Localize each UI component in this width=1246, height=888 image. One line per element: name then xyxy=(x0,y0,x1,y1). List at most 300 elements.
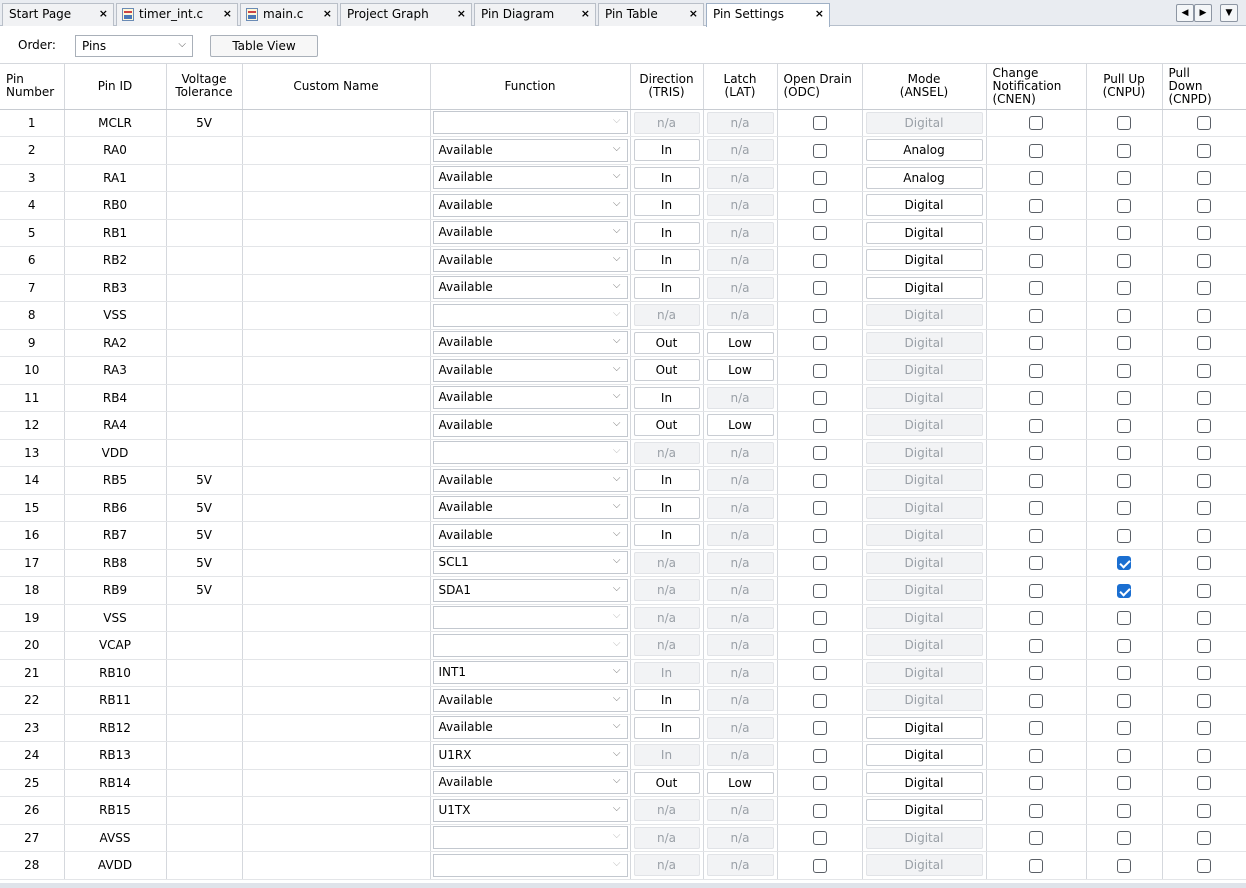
tab-menu-icon[interactable]: ▼ xyxy=(1220,4,1238,22)
col-header-pin-number[interactable] xyxy=(0,64,64,109)
pull-up-checkbox[interactable] xyxy=(1117,446,1131,460)
pull-up-checkbox[interactable] xyxy=(1117,199,1131,213)
latch-cell xyxy=(703,439,777,467)
open-drain-checkbox[interactable] xyxy=(813,804,827,818)
table-row[interactable] xyxy=(0,577,1246,605)
table-row[interactable] xyxy=(0,659,1246,687)
open-drain-checkbox[interactable] xyxy=(813,584,827,598)
direction-button[interactable]: Out xyxy=(634,414,700,436)
function-dropdown[interactable] xyxy=(433,331,628,354)
table-row[interactable] xyxy=(0,439,1246,467)
open-drain-checkbox[interactable] xyxy=(813,721,827,735)
pull-down-checkbox[interactable] xyxy=(1197,309,1211,323)
table-row[interactable] xyxy=(0,274,1246,302)
function-dropdown[interactable] xyxy=(433,194,628,217)
table-row[interactable] xyxy=(0,302,1246,330)
custom-name-cell[interactable] xyxy=(242,164,430,192)
pull-up-checkbox[interactable] xyxy=(1117,171,1131,185)
latch-button[interactable]: Low xyxy=(707,332,774,354)
voltage-tolerance-cell xyxy=(166,467,242,495)
tab-start-page[interactable] xyxy=(2,3,114,26)
table-row[interactable] xyxy=(0,824,1246,852)
open-drain-checkbox[interactable] xyxy=(813,364,827,378)
change-notification-checkbox[interactable] xyxy=(1029,391,1043,405)
order-select[interactable] xyxy=(75,35,193,57)
open-drain-checkbox[interactable] xyxy=(813,116,827,130)
function-dropdown[interactable] xyxy=(433,221,628,244)
change-notification-checkbox[interactable] xyxy=(1029,281,1043,295)
pin-id: RA3 xyxy=(103,363,127,378)
change-notification-checkbox[interactable] xyxy=(1029,226,1043,240)
custom-name-cell[interactable] xyxy=(242,577,430,605)
table-row[interactable] xyxy=(0,742,1246,770)
pull-up-checkbox[interactable] xyxy=(1117,721,1131,735)
custom-name-cell[interactable] xyxy=(242,302,430,330)
custom-name-cell[interactable] xyxy=(242,412,430,440)
pin-id: RB3 xyxy=(102,280,128,295)
open-drain-checkbox[interactable] xyxy=(813,694,827,708)
table-row[interactable] xyxy=(0,852,1246,880)
latch-cell xyxy=(703,137,777,165)
change-notification-checkbox[interactable] xyxy=(1029,171,1043,185)
custom-name-cell[interactable] xyxy=(242,522,430,550)
tab-timer-int-c[interactable] xyxy=(116,3,238,26)
col-header-direction[interactable] xyxy=(630,64,703,109)
pull-down-checkbox[interactable] xyxy=(1197,611,1211,625)
custom-name-cell[interactable] xyxy=(242,852,430,880)
function-cell xyxy=(430,742,630,770)
pull-down-checkbox[interactable] xyxy=(1197,474,1211,488)
direction-button[interactable]: In xyxy=(634,469,700,491)
function-dropdown[interactable] xyxy=(433,359,628,382)
latch-button[interactable]: Low xyxy=(707,414,774,436)
change-notification-checkbox[interactable] xyxy=(1029,419,1043,433)
voltage-tolerance-cell xyxy=(166,714,242,742)
header-label: Latch (LAT) xyxy=(723,72,757,100)
function-dropdown[interactable] xyxy=(433,249,628,272)
direction-button[interactable]: In xyxy=(634,387,700,409)
open-drain-checkbox[interactable] xyxy=(813,144,827,158)
pull-up-checkbox[interactable] xyxy=(1117,556,1131,570)
mode-button[interactable]: Digital xyxy=(866,277,983,299)
latch-button: n/a xyxy=(707,277,774,299)
direction-button[interactable]: In xyxy=(634,689,700,711)
pull-up-checkbox[interactable] xyxy=(1117,859,1131,873)
direction-cell xyxy=(630,742,703,770)
open-drain-checkbox[interactable] xyxy=(813,199,827,213)
function-dropdown[interactable] xyxy=(433,111,628,134)
table-row[interactable] xyxy=(0,109,1246,137)
close-icon[interactable]: × xyxy=(688,7,698,20)
change-notification-checkbox[interactable] xyxy=(1029,556,1043,570)
open-drain-checkbox[interactable] xyxy=(813,336,827,350)
change-notification-checkbox[interactable] xyxy=(1029,336,1043,350)
pull-down-checkbox[interactable] xyxy=(1197,254,1211,268)
pull-up-checkbox[interactable] xyxy=(1117,116,1131,130)
function-dropdown[interactable] xyxy=(433,551,628,574)
voltage-tolerance-cell xyxy=(166,274,242,302)
table-row[interactable] xyxy=(0,797,1246,825)
function-dropdown[interactable] xyxy=(433,441,628,464)
custom-name-cell[interactable] xyxy=(242,192,430,220)
function-dropdown[interactable] xyxy=(433,166,628,189)
custom-name-cell[interactable] xyxy=(242,109,430,137)
pull-up-checkbox[interactable] xyxy=(1117,694,1131,708)
pin-id-cell xyxy=(64,852,166,880)
function-dropdown[interactable] xyxy=(433,386,628,409)
direction-button[interactable]: In xyxy=(634,194,700,216)
latch-button: n/a xyxy=(707,689,774,711)
pull-up-checkbox[interactable] xyxy=(1117,831,1131,845)
table-row[interactable] xyxy=(0,219,1246,247)
pull-up-checkbox[interactable] xyxy=(1117,336,1131,350)
table-row[interactable] xyxy=(0,384,1246,412)
open-drain-checkbox[interactable] xyxy=(813,749,827,763)
close-icon[interactable]: × xyxy=(580,7,590,20)
open-drain-checkbox[interactable] xyxy=(813,831,827,845)
tab-scroll-left-icon[interactable]: ◀ xyxy=(1176,4,1194,22)
pull-up-checkbox[interactable] xyxy=(1117,584,1131,598)
function-dropdown[interactable] xyxy=(433,661,628,684)
table-row[interactable] xyxy=(0,467,1246,495)
pull-up-checkbox[interactable] xyxy=(1117,749,1131,763)
col-header-pull-down[interactable] xyxy=(1162,64,1246,109)
voltage-tolerance-cell xyxy=(166,247,242,275)
pull-up-checkbox[interactable] xyxy=(1117,666,1131,680)
custom-name-cell[interactable] xyxy=(242,384,430,412)
table-row[interactable] xyxy=(0,522,1246,550)
close-icon[interactable]: × xyxy=(814,7,824,20)
pin-number: 25 xyxy=(24,775,40,790)
pull-down-checkbox[interactable] xyxy=(1197,666,1211,680)
mode-button[interactable]: Analog xyxy=(866,139,983,161)
table-row[interactable] xyxy=(0,247,1246,275)
custom-name-cell[interactable] xyxy=(242,769,430,797)
open-drain-checkbox[interactable] xyxy=(813,226,827,240)
open-drain-checkbox[interactable] xyxy=(813,666,827,680)
change-notification-checkbox[interactable] xyxy=(1029,666,1043,680)
pull-down-checkbox[interactable] xyxy=(1197,391,1211,405)
pull-down-checkbox[interactable] xyxy=(1197,336,1211,350)
direction-button[interactable]: In xyxy=(634,139,700,161)
table-row[interactable] xyxy=(0,137,1246,165)
change-notification-checkbox[interactable] xyxy=(1029,116,1043,130)
mode-button[interactable]: Digital xyxy=(866,799,983,821)
table-row[interactable] xyxy=(0,192,1246,220)
mode-button[interactable]: Analog xyxy=(866,167,983,189)
pull-down-checkbox[interactable] xyxy=(1197,749,1211,763)
table-row[interactable] xyxy=(0,632,1246,660)
chevron-down-icon: ⌵ xyxy=(612,555,621,567)
tab-label: Pin Table xyxy=(605,7,658,21)
col-header-change-notification[interactable] xyxy=(986,64,1086,109)
pull-down-checkbox[interactable] xyxy=(1197,419,1211,433)
custom-name-cell[interactable] xyxy=(242,714,430,742)
tab-main-c[interactable] xyxy=(240,3,338,26)
chevron-down-icon: ⌵ xyxy=(612,252,621,264)
mode-button[interactable]: Digital xyxy=(866,744,983,766)
change-notification-checkbox[interactable] xyxy=(1029,776,1043,790)
custom-name-cell[interactable] xyxy=(242,274,430,302)
tab-pin-diagram[interactable] xyxy=(474,3,596,26)
direction-button[interactable]: In xyxy=(634,524,700,546)
function-dropdown[interactable] xyxy=(433,771,628,794)
pull-up-checkbox[interactable] xyxy=(1117,254,1131,268)
latch-button[interactable]: Low xyxy=(707,772,774,794)
pull-up-checkbox[interactable] xyxy=(1117,391,1131,405)
custom-name-cell[interactable] xyxy=(242,659,430,687)
open-drain-checkbox[interactable] xyxy=(813,419,827,433)
pull-down-checkbox[interactable] xyxy=(1197,721,1211,735)
custom-name-cell[interactable] xyxy=(242,219,430,247)
change-notification-checkbox[interactable] xyxy=(1029,446,1043,460)
direction-button[interactable]: Out xyxy=(634,772,700,794)
custom-name-cell[interactable] xyxy=(242,549,430,577)
pull-down-checkbox[interactable] xyxy=(1197,364,1211,378)
pull-up-checkbox[interactable] xyxy=(1117,474,1131,488)
tab-project-graph[interactable] xyxy=(340,3,472,26)
close-icon[interactable]: × xyxy=(456,7,466,20)
change-notification-checkbox[interactable] xyxy=(1029,831,1043,845)
open-drain-checkbox[interactable] xyxy=(813,859,827,873)
mode-button[interactable]: Digital xyxy=(866,772,983,794)
table-row[interactable] xyxy=(0,714,1246,742)
pull-up-checkbox[interactable] xyxy=(1117,226,1131,240)
custom-name-cell[interactable] xyxy=(242,742,430,770)
custom-name-cell[interactable] xyxy=(242,797,430,825)
custom-name-cell[interactable] xyxy=(242,632,430,660)
function-dropdown[interactable] xyxy=(433,496,628,519)
latch-cell xyxy=(703,714,777,742)
mode-button: Digital xyxy=(866,414,983,436)
pull-down-cell xyxy=(1162,384,1246,412)
function-dropdown[interactable] xyxy=(433,854,628,877)
pull-up-checkbox[interactable] xyxy=(1117,144,1131,158)
table-row[interactable] xyxy=(0,164,1246,192)
tab-pin-table[interactable] xyxy=(598,3,704,26)
table-row[interactable] xyxy=(0,769,1246,797)
function-dropdown[interactable] xyxy=(433,689,628,712)
open-drain-checkbox[interactable] xyxy=(813,474,827,488)
pin-number-cell xyxy=(0,769,64,797)
open-drain-checkbox[interactable] xyxy=(813,171,827,185)
col-header-voltage-tolerance[interactable] xyxy=(166,64,242,109)
direction-button[interactable]: In xyxy=(634,249,700,271)
direction-button[interactable]: Out xyxy=(634,332,700,354)
pull-down-checkbox[interactable] xyxy=(1197,171,1211,185)
pull-up-checkbox[interactable] xyxy=(1117,529,1131,543)
open-drain-checkbox[interactable] xyxy=(813,281,827,295)
pin-number: 11 xyxy=(24,390,40,405)
pull-up-checkbox[interactable] xyxy=(1117,419,1131,433)
change-notification-checkbox[interactable] xyxy=(1029,309,1043,323)
table-row[interactable] xyxy=(0,549,1246,577)
change-notification-checkbox[interactable] xyxy=(1029,804,1043,818)
mode-button[interactable]: Digital xyxy=(866,717,983,739)
tab-label: Pin Diagram xyxy=(481,7,555,21)
table-view-button[interactable]: Table View xyxy=(210,35,318,57)
change-notification-checkbox[interactable] xyxy=(1029,254,1043,268)
pull-up-checkbox[interactable] xyxy=(1117,611,1131,625)
function-dropdown[interactable] xyxy=(433,744,628,767)
custom-name-cell[interactable] xyxy=(242,687,430,715)
close-icon[interactable]: × xyxy=(322,7,332,20)
col-header-pin-id[interactable] xyxy=(64,64,166,109)
table-row[interactable] xyxy=(0,494,1246,522)
pull-up-checkbox[interactable] xyxy=(1117,804,1131,818)
open-drain-checkbox[interactable] xyxy=(813,254,827,268)
open-drain-cell xyxy=(777,604,862,632)
col-header-custom-name[interactable] xyxy=(242,64,430,109)
pin-settings-table xyxy=(0,64,1246,880)
mode-button[interactable]: Digital xyxy=(866,249,983,271)
pull-down-cell xyxy=(1162,412,1246,440)
col-header-mode[interactable] xyxy=(862,64,986,109)
custom-name-cell[interactable] xyxy=(242,357,430,385)
custom-name-cell[interactable] xyxy=(242,137,430,165)
change-notification-checkbox[interactable] xyxy=(1029,529,1043,543)
custom-name-cell[interactable] xyxy=(242,247,430,275)
direction-button[interactable]: In xyxy=(634,717,700,739)
open-drain-checkbox[interactable] xyxy=(813,611,827,625)
direction-button[interactable]: Out xyxy=(634,359,700,381)
custom-name-cell[interactable] xyxy=(242,467,430,495)
open-drain-checkbox[interactable] xyxy=(813,639,827,653)
pull-down-checkbox[interactable] xyxy=(1197,116,1211,130)
pull-up-checkbox[interactable] xyxy=(1117,639,1131,653)
mode-button[interactable]: Digital xyxy=(866,194,983,216)
function-dropdown[interactable] xyxy=(433,606,628,629)
change-notification-checkbox[interactable] xyxy=(1029,474,1043,488)
latch-button[interactable]: Low xyxy=(707,359,774,381)
function-dropdown[interactable] xyxy=(433,524,628,547)
pin-number: 18 xyxy=(24,583,40,598)
voltage-tolerance: 5V xyxy=(196,583,212,598)
col-header-open-drain[interactable] xyxy=(777,64,862,109)
table-row[interactable] xyxy=(0,604,1246,632)
pull-up-checkbox[interactable] xyxy=(1117,776,1131,790)
open-drain-checkbox[interactable] xyxy=(813,529,827,543)
open-drain-checkbox[interactable] xyxy=(813,391,827,405)
function-dropdown[interactable] xyxy=(433,799,628,822)
pull-down-checkbox[interactable] xyxy=(1197,804,1211,818)
pull-down-checkbox[interactable] xyxy=(1197,281,1211,295)
horizontal-scrollbar[interactable] xyxy=(0,883,1246,888)
pull-down-checkbox[interactable] xyxy=(1197,694,1211,708)
tab-label: timer_int.c xyxy=(139,7,204,21)
change-notification-checkbox[interactable] xyxy=(1029,639,1043,653)
voltage-tolerance-cell xyxy=(166,137,242,165)
chevron-down-icon: ⌵ xyxy=(612,857,621,869)
pull-down-checkbox[interactable] xyxy=(1197,199,1211,213)
function-dropdown[interactable] xyxy=(433,826,628,849)
function-dropdown[interactable] xyxy=(433,716,628,739)
voltage-tolerance-cell xyxy=(166,439,242,467)
change-notification-checkbox[interactable] xyxy=(1029,859,1043,873)
function-dropdown[interactable] xyxy=(433,276,628,299)
function-dropdown[interactable] xyxy=(433,139,628,162)
pull-down-checkbox[interactable] xyxy=(1197,144,1211,158)
tab-scroll-right-icon[interactable]: ▶ xyxy=(1194,4,1212,22)
custom-name-cell[interactable] xyxy=(242,604,430,632)
pull-down-checkbox[interactable] xyxy=(1197,859,1211,873)
latch-cell xyxy=(703,192,777,220)
pull-down-checkbox[interactable] xyxy=(1197,776,1211,790)
open-drain-checkbox[interactable] xyxy=(813,501,827,515)
direction-button[interactable]: In xyxy=(634,222,700,244)
change-notification-checkbox[interactable] xyxy=(1029,721,1043,735)
direction-button[interactable]: In xyxy=(634,167,700,189)
table-row[interactable] xyxy=(0,357,1246,385)
pull-up-cell xyxy=(1086,219,1162,247)
pull-up-checkbox[interactable] xyxy=(1117,309,1131,323)
open-drain-cell xyxy=(777,824,862,852)
col-header-function[interactable] xyxy=(430,64,630,109)
table-row[interactable] xyxy=(0,329,1246,357)
change-notification-checkbox[interactable] xyxy=(1029,611,1043,625)
pull-down-checkbox[interactable] xyxy=(1197,529,1211,543)
table-row[interactable] xyxy=(0,687,1246,715)
mode-button[interactable]: Digital xyxy=(866,222,983,244)
custom-name-cell[interactable] xyxy=(242,439,430,467)
change-notification-checkbox[interactable] xyxy=(1029,749,1043,763)
change-notification-checkbox[interactable] xyxy=(1029,144,1043,158)
pull-down-checkbox[interactable] xyxy=(1197,639,1211,653)
col-header-pull-up[interactable] xyxy=(1086,64,1162,109)
change-notification-checkbox[interactable] xyxy=(1029,584,1043,598)
col-header-latch[interactable] xyxy=(703,64,777,109)
change-notification-checkbox[interactable] xyxy=(1029,364,1043,378)
pull-down-checkbox[interactable] xyxy=(1197,584,1211,598)
open-drain-checkbox[interactable] xyxy=(813,556,827,570)
custom-name-cell[interactable] xyxy=(242,494,430,522)
change-notification-checkbox[interactable] xyxy=(1029,501,1043,515)
change-notification-checkbox[interactable] xyxy=(1029,199,1043,213)
latch-button: n/a xyxy=(707,634,774,656)
pull-up-checkbox[interactable] xyxy=(1117,364,1131,378)
custom-name-cell[interactable] xyxy=(242,824,430,852)
direction-button[interactable]: In xyxy=(634,497,700,519)
pin-number: 22 xyxy=(24,693,40,708)
voltage-tolerance-cell xyxy=(166,632,242,660)
pull-down-checkbox[interactable] xyxy=(1197,831,1211,845)
voltage-tolerance-cell xyxy=(166,412,242,440)
function-dropdown[interactable] xyxy=(433,579,628,602)
open-drain-checkbox[interactable] xyxy=(813,446,827,460)
tab-pin-settings[interactable] xyxy=(706,3,830,27)
pull-down-checkbox[interactable] xyxy=(1197,226,1211,240)
direction-button[interactable]: In xyxy=(634,277,700,299)
function-dropdown[interactable] xyxy=(433,414,628,437)
pull-up-checkbox[interactable] xyxy=(1117,281,1131,295)
close-icon[interactable]: × xyxy=(222,7,232,20)
pull-up-checkbox[interactable] xyxy=(1117,501,1131,515)
close-icon[interactable]: × xyxy=(98,7,108,20)
open-drain-checkbox[interactable] xyxy=(813,776,827,790)
pin-number-cell xyxy=(0,494,64,522)
function-dropdown[interactable] xyxy=(433,634,628,657)
table-row[interactable] xyxy=(0,412,1246,440)
custom-name-cell[interactable] xyxy=(242,329,430,357)
open-drain-checkbox[interactable] xyxy=(813,309,827,323)
function-dropdown[interactable] xyxy=(433,304,628,327)
pull-down-checkbox[interactable] xyxy=(1197,446,1211,460)
chevron-down-icon: ⌵ xyxy=(612,170,621,182)
pull-down-checkbox[interactable] xyxy=(1197,501,1211,515)
pull-down-checkbox[interactable] xyxy=(1197,556,1211,570)
function-dropdown[interactable] xyxy=(433,469,628,492)
change-notification-checkbox[interactable] xyxy=(1029,694,1043,708)
